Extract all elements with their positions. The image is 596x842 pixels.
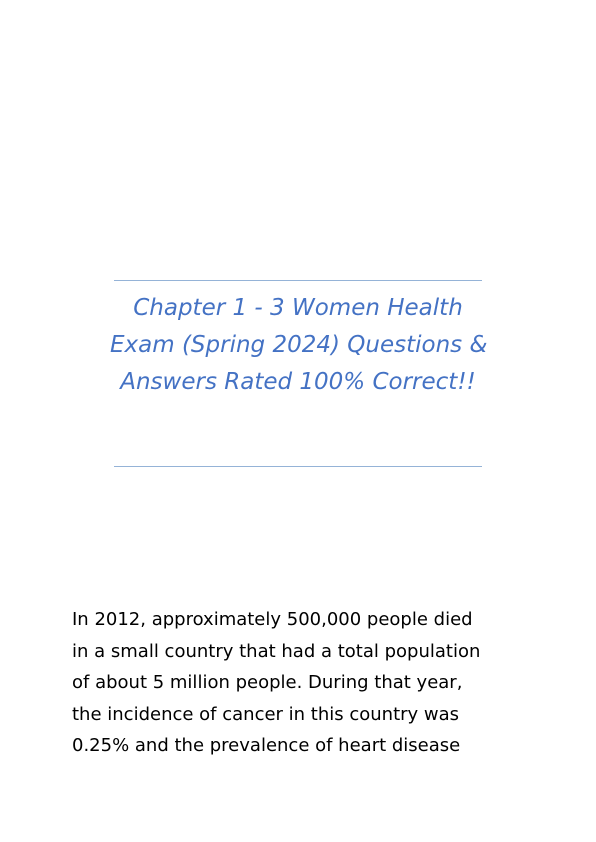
title-line-3: Answers Rated 100% Correct!! (120, 369, 476, 395)
body-line-1: In 2012, approximately 500,000 people died (72, 609, 473, 630)
body-line-3: of about 5 million people. During that year, (72, 672, 463, 693)
title-bottom-divider (114, 466, 482, 467)
title-top-divider (114, 280, 482, 281)
body-paragraph (72, 604, 542, 762)
body-line-2: in a small country that had a total population (72, 640, 481, 662)
body-line-5: 0.25% and the prevalence of heart disease (72, 735, 461, 756)
body-line-4: the incidence of cancer in this country was (72, 703, 460, 725)
title-line-2: Exam (Spring 2024) Questions & (110, 332, 488, 358)
document-title (110, 290, 486, 401)
title-line-1: Chapter 1 - 3 Women Health (133, 295, 463, 321)
